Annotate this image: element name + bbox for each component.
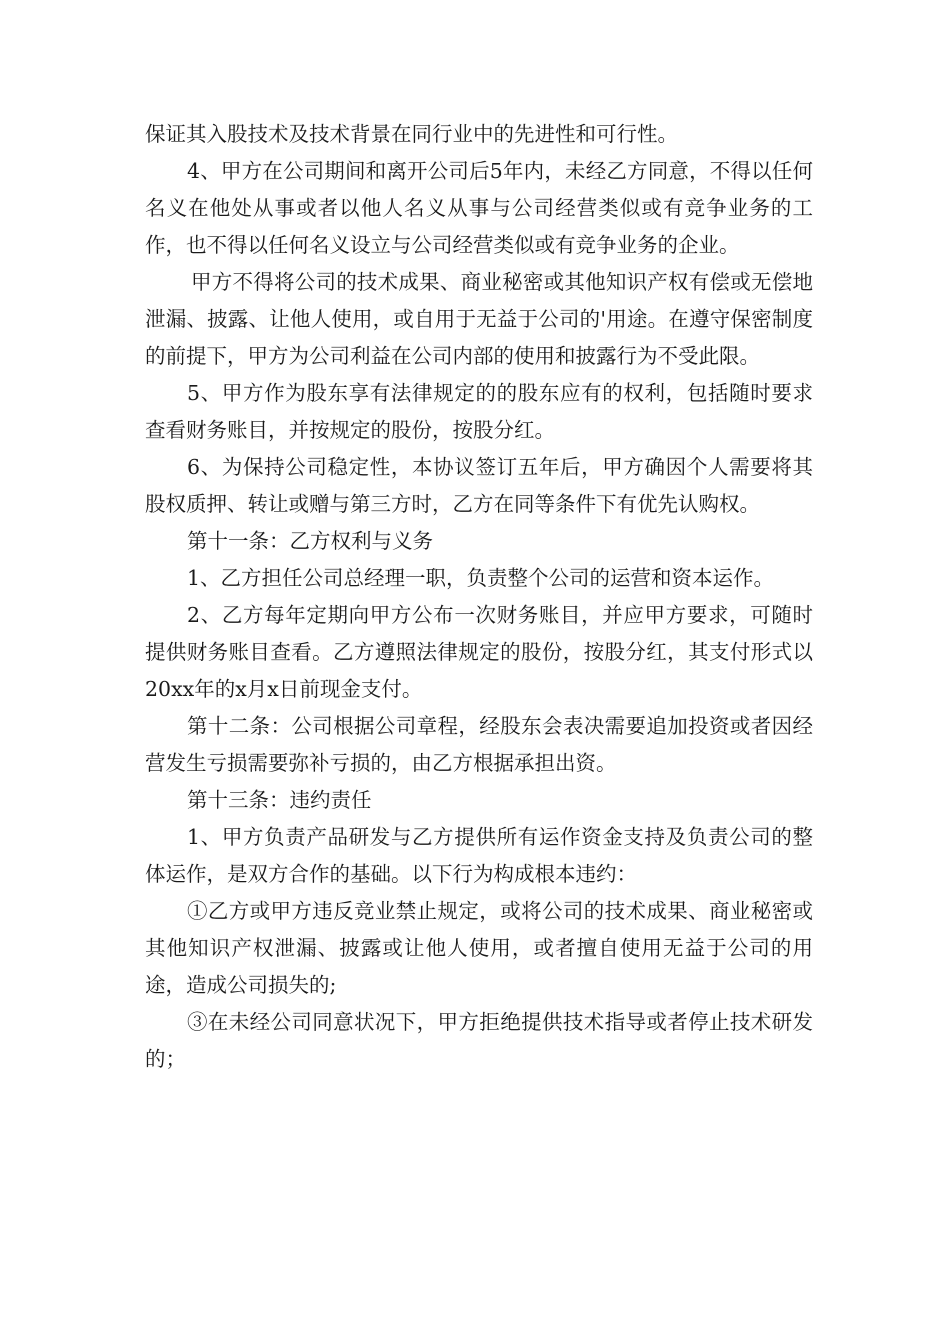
paragraph-12: ①乙方或甲方违反竞业禁止规定，或将公司的技术成果、商业秘密或其他知识产权泄漏、披露或让他人使用，或者擅自使用无益于公司的用途，造成公司损失的;	[145, 899, 813, 997]
paragraph-9: 第十二条：公司根据公司章程，经股东会表决需要追加投资或者因经营发生亏损需要弥补亏损的，由乙方根据承担出资。	[145, 714, 813, 775]
paragraph-5: 6、为保持公司稳定性，本协议签订五年后，甲方确因个人需要将其股权质押、转让或赠与第三方时，乙方在同等条件下有优先认购权。	[145, 455, 813, 516]
paragraph-11: 1、甲方负责产品研发与乙方提供所有运作资金支持及负责公司的整体运作，是双方合作的基础。以下行为构成根本违约：	[145, 825, 813, 886]
paragraph-1: 保证其入股技术及技术背景在同行业中的先进性和可行性。	[145, 122, 678, 146]
paragraph-8: 2、乙方每年定期向甲方公布一次财务账目，并应甲方要求，可随时提供财务账目查看。乙方遵照法律规定的股份，按股分红，其支付形式以20xx年的x月x日前现金支付。	[145, 603, 813, 701]
section-heading-13: 第十三条：违约责任	[187, 788, 372, 812]
paragraph-2: 4、甲方在公司期间和离开公司后5年内，未经乙方同意，不得以任何名义在他处从事或者以他人名义从事与公司经营类似或有竞争业务的工作，也不得以任何名义设立与公司经营类似或有竞争业务的企业。	[145, 159, 813, 257]
document-body	[145, 116, 813, 1078]
section-heading-11: 第十一条：乙方权利与义务	[187, 529, 433, 553]
paragraph-13: ③在未经公司同意状况下，甲方拒绝提供技术指导或者停止技术研发的；	[145, 1010, 813, 1071]
paragraph-3: 甲方不得将公司的技术成果、商业秘密或其他知识产权有偿或无偿地泄漏、披露、让他人使用，或自用于无益于公司的'用途。在遵守保密制度的前提下，甲方为公司利益在公司内部的使用和披露行为不受此限。	[145, 270, 813, 368]
paragraph-4: 5、甲方作为股东享有法律规定的的股东应有的权利，包括随时要求查看财务账目，并按规定的股份，按股分红。	[145, 381, 813, 442]
paragraph-7: 1、乙方担任公司总经理一职，负责整个公司的运营和资本运作。	[187, 566, 775, 590]
